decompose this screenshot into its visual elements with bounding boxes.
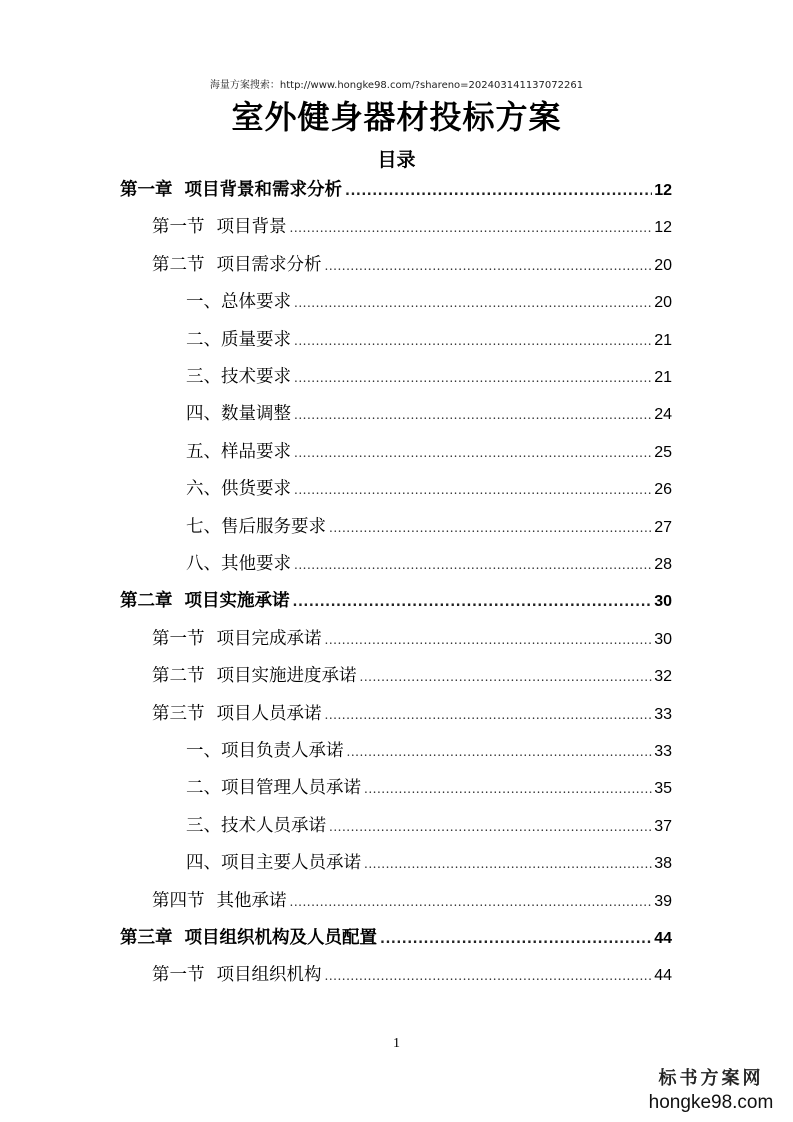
- toc-dot-leader: [290, 213, 653, 243]
- toc-entry-prefix: 第三章: [120, 928, 173, 948]
- header-url-line: 海量方案搜索：http://www.hongke98.com/?shareno=202403141137072261: [209, 80, 584, 91]
- toc-entry-page: 28: [654, 556, 672, 573]
- toc-entry-prefix: 第二节: [152, 666, 205, 687]
- toc-entry-label: [152, 624, 322, 654]
- toc-entry-page: 21: [654, 331, 672, 349]
- toc-entry-prefix: 四、: [186, 404, 221, 425]
- toc-entry-label: [186, 362, 291, 392]
- toc-entry-page: 20: [654, 256, 672, 274]
- toc-entry-level-3[interactable]: [186, 325, 672, 355]
- toc-entry-page: 30: [654, 593, 672, 611]
- toc-entry-level-1[interactable]: [120, 586, 672, 616]
- toc-entry-label: [120, 923, 377, 953]
- document-title: 室外健身器材投标方案: [231, 98, 562, 136]
- toc-entry-prefix: 第二节: [152, 254, 205, 275]
- toc-entry-text: 项目实施承诺: [184, 591, 290, 612]
- toc-entry-label: [186, 437, 291, 467]
- toc-dot-leader: [325, 961, 653, 991]
- toc-entry-page: 35: [654, 780, 672, 798]
- toc-entry-level-1[interactable]: [120, 923, 672, 953]
- toc-entry-prefix: 二、: [186, 329, 221, 350]
- toc-entry-level-3[interactable]: [186, 437, 672, 467]
- watermark-brand-url: hongke98.com: [648, 1092, 774, 1113]
- toc-entry-prefix: 八、: [186, 554, 221, 574]
- toc-entry-prefix: 七、: [186, 516, 221, 537]
- toc-entry-level-2[interactable]: [152, 699, 672, 729]
- toc-entry-label: [152, 250, 322, 280]
- toc-entry-label: [186, 736, 344, 766]
- toc-entry-prefix: 第一节: [152, 217, 205, 238]
- toc-entry-page: 12: [654, 182, 672, 199]
- toc-entry-level-3[interactable]: [186, 512, 672, 542]
- toc-entry-level-2[interactable]: [152, 661, 672, 691]
- toc-dot-leader: [294, 400, 652, 430]
- toc-entry-prefix: 三、: [186, 367, 221, 387]
- toc-entry-page: 12: [654, 219, 672, 237]
- toc-dot-leader: [294, 438, 652, 468]
- toc-entry-text: 项目负责人承诺: [221, 741, 344, 761]
- toc-entry-prefix: 第一章: [120, 180, 173, 200]
- toc-heading: 目录: [377, 149, 416, 171]
- toc-entry-text: 项目完成承诺: [216, 628, 322, 649]
- toc-entry-prefix: 第一节: [152, 965, 205, 986]
- toc-dot-leader: [347, 737, 653, 767]
- toc-entry-page: 26: [654, 481, 672, 499]
- toc-entry-page: 37: [654, 817, 672, 835]
- toc-entry-level-3[interactable]: [186, 811, 672, 841]
- toc-entry-label: [186, 287, 291, 317]
- toc-entry-label: [186, 549, 291, 579]
- toc-entry-text: 项目背景和需求分析: [184, 180, 342, 200]
- toc-entry-page: 39: [654, 892, 672, 910]
- toc-entry-text: 项目组织机构: [216, 965, 322, 986]
- toc-dot-leader: [345, 177, 652, 207]
- toc-dot-leader: [364, 774, 652, 804]
- toc-entry-prefix: 四、: [186, 853, 221, 874]
- toc-entry-prefix: 三、: [186, 815, 221, 836]
- toc-entry-prefix: 一、: [186, 292, 221, 313]
- toc-entry-text: 项目人员承诺: [216, 703, 322, 724]
- toc-entry-prefix: 一、: [186, 741, 221, 761]
- toc-entry-text: 其他要求: [221, 554, 291, 574]
- toc-entry-text: 项目主要人员承诺: [221, 853, 361, 874]
- toc-dot-leader: [294, 475, 652, 505]
- toc-entry-level-2[interactable]: [152, 960, 672, 990]
- toc-entry-text: 项目实施进度承诺: [216, 666, 357, 687]
- toc-entry-level-3[interactable]: [186, 287, 672, 317]
- toc-entry-text: 总体要求: [221, 292, 291, 313]
- toc-entry-page: 33: [654, 705, 672, 723]
- toc-entry-text: 样品要求: [221, 441, 291, 462]
- toc-entry-page: 30: [654, 630, 672, 648]
- toc-dot-leader: [364, 849, 652, 879]
- toc-entry-label: [186, 773, 361, 803]
- toc-entry-page: 33: [654, 743, 672, 760]
- toc-dot-leader: [325, 625, 653, 655]
- watermark-logo: [641, 1064, 781, 1114]
- toc-entry-page: 21: [654, 369, 672, 386]
- toc-dot-leader: [380, 925, 652, 955]
- toc-entry-label: [152, 886, 287, 916]
- toc-entry-page: 25: [654, 443, 672, 461]
- toc-entry-text: 售后服务要求: [221, 516, 326, 537]
- toc-entry-prefix: 五、: [186, 441, 221, 462]
- toc-dot-leader: [325, 700, 653, 730]
- toc-entry-level-1[interactable]: [120, 175, 672, 205]
- toc-entry-prefix: 二、: [186, 778, 221, 799]
- toc-entry-text: 项目需求分析: [216, 254, 322, 275]
- toc-dot-leader: [294, 363, 652, 393]
- toc-entry-label: [120, 175, 342, 205]
- toc-entry-level-3[interactable]: [186, 362, 672, 392]
- toc-entry-prefix: 第二章: [120, 591, 173, 612]
- toc-entry-text: 技术要求: [221, 367, 291, 387]
- watermark-brand-cn: 标书方案网: [658, 1068, 764, 1088]
- toc-entry-text: 技术人员承诺: [221, 815, 326, 836]
- toc-entry-prefix: 六、: [186, 479, 221, 500]
- toc-entry-prefix: 第一节: [152, 628, 205, 649]
- toc-dot-leader: [325, 251, 653, 281]
- toc-entry-label: [152, 661, 357, 691]
- toc-entry-text: 项目背景: [216, 217, 287, 238]
- toc-entry-text: 供货要求: [221, 479, 291, 500]
- toc-entry-page: 44: [654, 930, 672, 947]
- toc-entry-prefix: 第四节: [152, 890, 205, 911]
- toc-entry-label: [186, 399, 291, 429]
- toc-entry-level-2[interactable]: [152, 624, 672, 654]
- toc-entry-label: [152, 699, 322, 729]
- toc-entry-text: 项目管理人员承诺: [221, 778, 361, 799]
- page-number: 1: [393, 1036, 400, 1051]
- toc-dot-leader: [294, 326, 652, 356]
- toc-entry-page: 32: [654, 668, 672, 686]
- toc-entry-level-3[interactable]: [186, 474, 672, 504]
- toc-entry-page: 24: [654, 406, 672, 424]
- toc-dot-leader: [360, 662, 653, 692]
- toc-dot-leader: [293, 588, 653, 618]
- toc-entry-level-3[interactable]: [186, 736, 672, 766]
- toc-entry-text: 其他承诺: [216, 890, 287, 911]
- toc-entry-label: [186, 811, 326, 841]
- toc-entry-label: [186, 848, 361, 878]
- toc-entry-level-3[interactable]: [186, 773, 672, 803]
- toc-dot-leader: [290, 887, 653, 917]
- toc-entry-label: [186, 512, 326, 542]
- toc-entry-page: 20: [654, 294, 672, 312]
- toc-entry-text: 数量调整: [221, 404, 291, 425]
- toc-dot-leader: [294, 550, 652, 580]
- toc-entry-level-2[interactable]: [152, 886, 672, 916]
- toc-entry-level-2[interactable]: [152, 250, 672, 280]
- toc-entry-page: 44: [654, 967, 672, 985]
- toc-entry-label: [152, 960, 322, 990]
- toc-entry-level-3[interactable]: [186, 549, 672, 579]
- toc-dot-leader: [329, 513, 652, 543]
- toc-entry-label: [152, 212, 287, 242]
- toc-entry-level-2[interactable]: [152, 212, 672, 242]
- toc-entry-label: [186, 474, 291, 504]
- toc-entry-prefix: 第三节: [152, 703, 205, 724]
- toc-dot-leader: [294, 288, 652, 318]
- toc-entry-level-3[interactable]: [186, 848, 672, 878]
- toc-entry-level-3[interactable]: [186, 399, 672, 429]
- toc-entry-label: [120, 586, 290, 616]
- toc-entry-text: 项目组织机构及人员配置: [184, 928, 377, 948]
- toc-entry-label: [186, 325, 291, 355]
- toc-entry-page: 27: [654, 518, 672, 536]
- toc-dot-leader: [329, 812, 652, 842]
- toc-entry-page: 38: [654, 855, 672, 873]
- toc-entry-text: 质量要求: [221, 329, 291, 350]
